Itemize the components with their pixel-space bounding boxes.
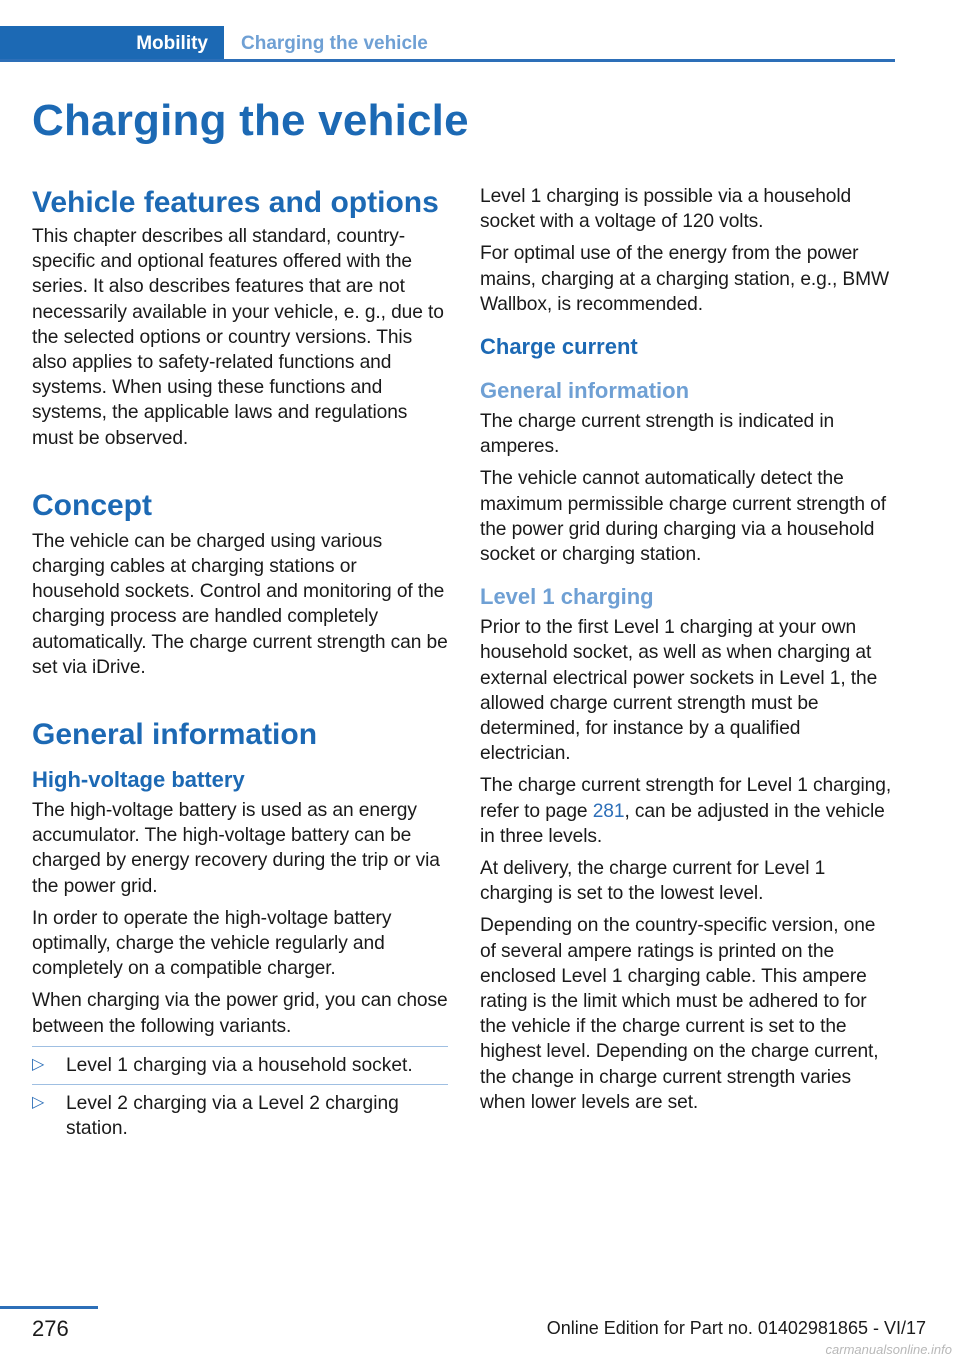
charging-variants-list (32, 1046, 448, 1148)
paragraph-hv-1: The high-voltage battery is used as an energy accumulator. The high-voltage battery can be charged by energy recovery during the trip or via the power grid. (32, 800, 440, 897)
paragraph-hv-2: In order to operate the high-voltage battery optimally, charge the vehicle regularly and completely on a compatible charger. (32, 907, 392, 980)
bullet-triangle-icon: ▷ (32, 1094, 45, 1112)
list-item-text: Level 1 charging via a household socket. (66, 1054, 413, 1076)
paragraph-wallbox: For optimal use of the energy from the power mains, charging at a charging station, e.g., BMW Wallbox, is recommended. (480, 243, 889, 315)
heading-charge-current: Charge current (480, 334, 638, 360)
list-item-text: Level 2 charging via a Level 2 charging station. (66, 1093, 399, 1140)
bullet-triangle-icon: ▷ (32, 1055, 45, 1073)
right-column (480, 184, 896, 1122)
paragraph-gi-2: The vehicle cannot automatically detect the maximum permissible charge current strength of the power grid during charging via a household socket or charging station. (480, 468, 886, 566)
tab-charging-the-vehicle[interactable]: Charging the vehicle (241, 33, 428, 54)
tab-mobility[interactable]: Mobility (0, 26, 224, 62)
paragraph-l1-2 (480, 773, 896, 849)
heading-concept: Concept (32, 488, 152, 522)
heading-level-1-charging: Level 1 charging (480, 584, 654, 610)
heading-general-information-sub: General information (480, 378, 690, 404)
header-bar (0, 26, 895, 62)
page-number: 276 (32, 1316, 69, 1341)
watermark: carmanualsonline.info (825, 1342, 952, 1357)
paragraph-hv-3: When charging via the power grid, you can chose between the following variants. (32, 990, 448, 1037)
paragraph-concept: The vehicle can be charged using various charging cables at charging stations or household sockets. Control and monitoring of the charging process are handled completely automatically. The charge current strength can be set via iDrive. (32, 530, 448, 678)
page-reference-link[interactable]: 281 (592, 800, 625, 822)
page-title: Charging the vehicle (32, 96, 469, 145)
heading-vehicle-features: Vehicle features and options (32, 186, 439, 219)
left-column (32, 184, 448, 1147)
header-rule (0, 59, 895, 62)
heading-general-information: General information (32, 718, 318, 752)
list-item (32, 1084, 448, 1147)
footer-rule (0, 1306, 98, 1309)
paragraph-l1-4: Depending on the country-specific version, one of several ampere ratings is printed on the enclosed Level 1 charging cable. This ampere rating is the limit which must be adhered to for the vehicle if the charge current is set to the highest level. Depending on the charge current, the change in charge current strength varies when lower levels are set. (480, 915, 879, 1113)
heading-high-voltage-battery: High-voltage battery (32, 767, 245, 793)
footer-edition: Online Edition for Part no. 01402981865 - VI/17 (546, 1318, 926, 1338)
paragraph-features: This chapter describes all standard, country-specific and optional features offered with the series. It also describes features that are not necessarily available in your vehicle, e. g., due to the selected options or country versions. This also applies to safety-related functions and systems. When using these functions and systems, the applicable laws and regulations must be observed. (32, 226, 444, 449)
paragraph-l1-1: Prior to the first Level 1 charging at your own household socket, as well as when charging at external electrical power sockets in Level 1, the allowed charge current strength must be determined, for instance by a qualified electrician. (480, 617, 878, 765)
list-item (32, 1046, 448, 1084)
l1-text-after: , can be adjusted in the vehicle in three levels. (480, 800, 885, 847)
paragraph-level1-intro: Level 1 charging is possible via a household socket with a voltage of 120 volts. (480, 186, 852, 233)
paragraph-l1-3: At delivery, the charge current for Level 1 charging is set to the lowest level. (480, 858, 826, 905)
paragraph-gi-1: The charge current strength is indicated in amperes. (480, 411, 835, 458)
l1-text-before: The charge current strength for Level 1 charging, refer to page (480, 775, 892, 822)
